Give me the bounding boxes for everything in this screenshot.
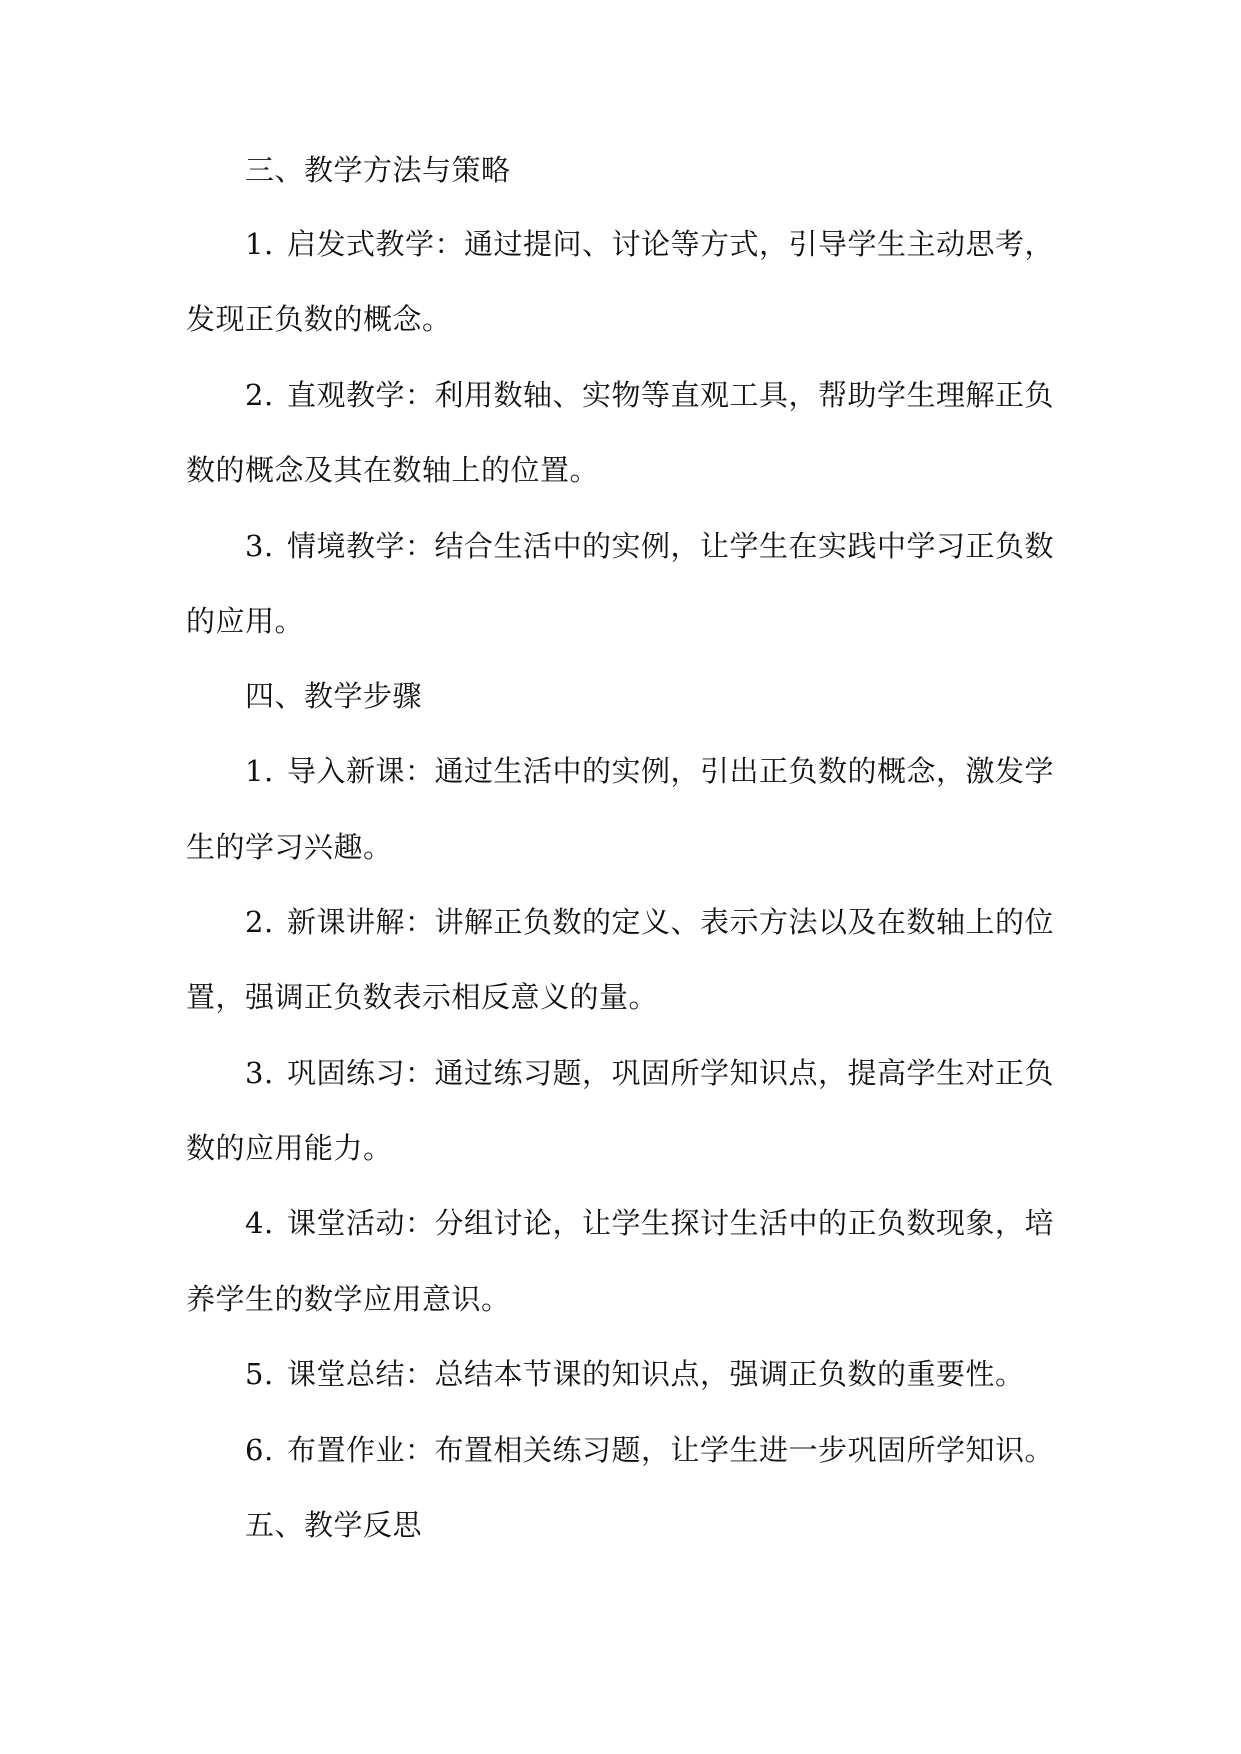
paragraph-line [245,226,1054,262]
paragraph-text: 直观教学：利用数轴、实物等直观工具，帮助学生理解正负 [287,378,1055,412]
paragraph-line [245,753,1054,789]
paragraph-text: 课堂活动：分组讨论，让学生探讨生活中的正负数现象，培 [287,1206,1055,1240]
paragraph-continuation: 发现正负数的概念。 [186,302,452,336]
section-heading-reflection: 五、教学反思 [245,1508,423,1542]
paragraph-line [245,528,1054,564]
paragraph-text: 巩固练习：通过练习题，巩固所学知识点，提高学生对正负 [287,1056,1055,1090]
section-heading-methods: 三、教学方法与策略 [245,153,511,187]
paragraph-text: 新课讲解：讲解正负数的定义、表示方法以及在数轴上的位 [287,905,1055,939]
paragraph-continuation: 生的学习兴趣。 [186,830,393,864]
paragraph-line [245,1055,1054,1091]
paragraph-line [245,904,1054,940]
paragraph-text: 导入新课：通过生活中的实例，引出正负数的概念，激发学 [287,754,1055,788]
list-number: 3. [245,1056,274,1090]
paragraph-continuation: 数的应用能力。 [186,1131,393,1165]
paragraph-continuation: 置，强调正负数表示相反意义的量。 [186,980,659,1014]
paragraph-line [245,1205,1054,1241]
list-number: 1. [245,227,274,261]
paragraph-text: 布置作业：布置相关练习题，让学生进一步巩固所学知识。 [287,1433,1055,1467]
list-number: 5. [245,1357,274,1391]
paragraph-continuation: 的应用。 [186,604,305,638]
paragraph-text: 启发式教学：通过提问、讨论等方式，引导学生主动思考， [287,227,1055,261]
list-number: 3. [245,529,274,563]
paragraph-line [245,1356,1025,1392]
paragraph-line [245,377,1054,413]
paragraph-continuation: 数的概念及其在数轴上的位置。 [186,453,600,487]
list-number: 2. [245,378,274,412]
list-number: 2. [245,905,274,939]
list-number: 6. [245,1433,274,1467]
paragraph-continuation: 养学生的数学应用意识。 [186,1282,511,1316]
list-number: 1. [245,754,274,788]
paragraph-line [245,1432,1054,1468]
section-heading-steps: 四、教学步骤 [245,679,423,713]
list-number: 4. [245,1206,274,1240]
paragraph-text: 课堂总结：总结本节课的知识点，强调正负数的重要性。 [287,1357,1025,1391]
paragraph-text: 情境教学：结合生活中的实例，让学生在实践中学习正负数 [287,529,1055,563]
